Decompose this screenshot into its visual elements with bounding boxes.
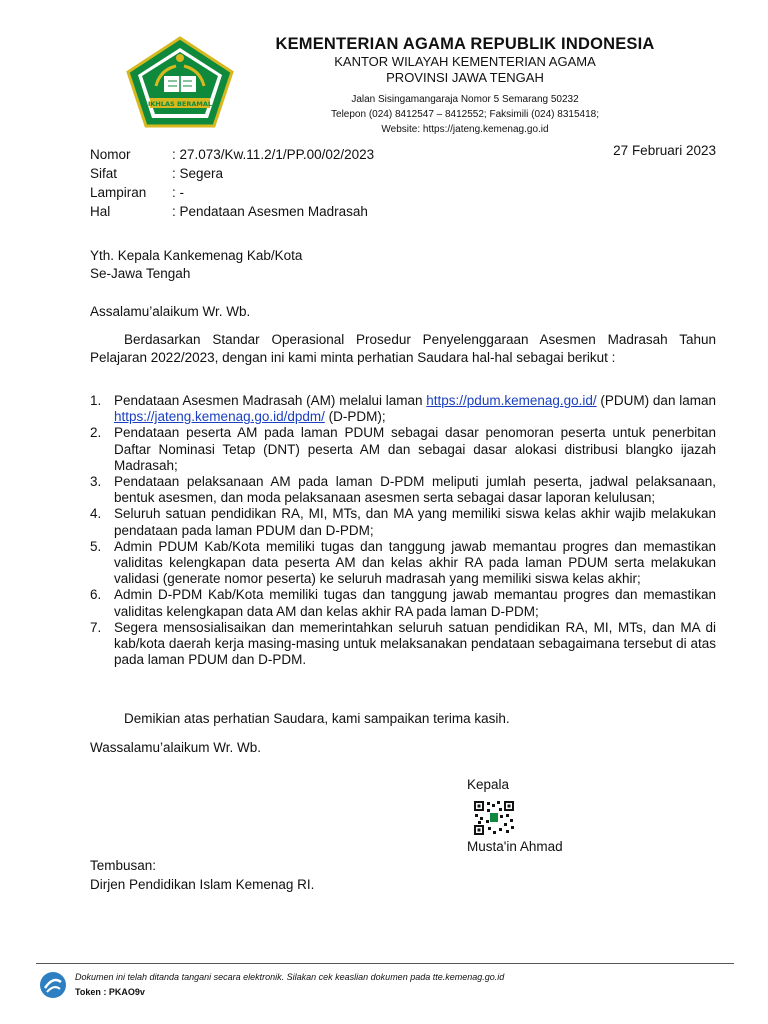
svg-text:IKHLAS BERAMAL: IKHLAS BERAMAL (147, 100, 213, 108)
signer-title: Kepala (467, 777, 510, 792)
list-item: 1. Pendataan Asesmen Madrasah (AM) melalui laman https://pdum.kemenag.go.id/ (PDUM) dan laman https://jateng.kemenag.go.id/dpdm/ (D-PDM); (90, 393, 716, 425)
pdum-link[interactable]: https://pdum.kemenag.go.id/ (426, 393, 597, 408)
tembusan-line: Dirjen Pendidikan Islam Kemenag RI. (90, 877, 315, 892)
footer-note: Dokumen ini telah ditanda tangani secara elektronik. Silakan cek keaslian dokumen pada tte.kemenag.go.id (75, 972, 505, 982)
greeting: Assalamu’alaikum Wr. Wb. (90, 304, 251, 319)
intro-paragraph: Berdasarkan Standar Operasional Prosedur Penyelenggaraan Asesmen Madrasah Tahun Pelajaran 2022/2023, dengan ini kami minta perhatian Saudara hal-hal sebagai berikut : (90, 332, 716, 365)
list-item: 5. Admin PDUM Kab/Kota memiliki tugas dan tanggung jawab memantau progres dan memastikan validitas kelengkapan data peserta AM dan kelas akhir RA pada laman PDUM serta melakukan validasi (generate nomor peserta) ke seluruh madrasah yang memiliki siswa kelas akhir; (90, 538, 716, 587)
dpdm-link[interactable]: https://jateng.kemenag.go.id/dpdm/ (114, 409, 325, 425)
addressee-line2: Se-Jawa Tengah (90, 266, 191, 281)
footer-token: Token : PKAO9v (75, 987, 145, 997)
list-item: 3. Pendataan pelaksanaan AM pada laman D-PDM meliputi jumlah peserta, jadwal pelaksanaan, bentuk asesmen, dan moda pelaksanaan asesmen serta sebagai dasar laporan kelulusan; (90, 474, 716, 506)
office-phone: Telepon (024) 8412547 – 8412552; Faksimili (024) 8315418; (331, 109, 599, 120)
hal-label: Hal (90, 204, 111, 219)
addressee-line1: Yth. Kepala Kankemenag Kab/Kota (90, 248, 303, 263)
sifat-value: : Segera (172, 166, 224, 181)
addressee (90, 247, 302, 283)
letter-date: 27 Februari 2023 (613, 143, 716, 158)
tte-logo-icon (38, 970, 68, 1000)
footer (75, 970, 504, 1000)
letter-meta (90, 145, 374, 221)
list-item: 6. Admin D-PDM Kab/Kota memiliki tugas dan tanggung jawab memantau progres dan memastikan validitas kelengkapan data AM dan kelas akhir RA pada laman D-PDM; (90, 587, 716, 619)
list-item: 7. Segera mensosialisaikan dan memerintahkan seluruh satuan pendidikan RA, MI, MTs, dan MA di kab/kota daerah kerja masing-masing untuk melaksanakan pendataan sebagaimana tersebut di atas pada laman PDUM dan D-PDM. (90, 619, 716, 668)
office-address: Jalan Sisingamangaraja Nomor 5 Semarang 50232 (351, 94, 579, 105)
office-name: KANTOR WILAYAH KEMENTERIAN AGAMA (334, 54, 596, 69)
signer-name: Musta'in Ahmad (467, 839, 563, 854)
letterhead (245, 34, 685, 137)
province-name: PROVINSI JAWA TENGAH (386, 70, 544, 85)
list-item: 4. Seluruh satuan pendidikan RA, MI, MTs, dan MA yang memiliki siswa kelas akhir wajib melakukan pendataan pada laman PDUM dan D-PDM; (90, 506, 716, 538)
sifat-label: Sifat (90, 166, 118, 181)
nomor-label: Nomor (90, 147, 131, 162)
footer-divider (36, 963, 734, 964)
list-item: 2. Pendataan peserta AM pada laman PDUM sebagai dasar penomoran peserta untuk penerbitan Daftar Nominasi Tetap (DNT) peserta AM dan sebagai dasar alokasi distribusi blangko ijazah Madrasah; (90, 425, 716, 473)
instruction-list (90, 393, 716, 668)
lampiran-label: Lampiran (90, 185, 147, 200)
office-website: Website: https://jateng.kemenag.go.id (381, 124, 549, 135)
org-title: KEMENTERIAN AGAMA REPUBLIK INDONESIA (275, 35, 655, 53)
farewell: Wassalamu’alaikum Wr. Wb. (90, 740, 262, 755)
hal-value: : Pendataan Asesmen Madrasah (172, 204, 368, 219)
nomor-value: : 27.073/Kw.11.2/1/PP.00/02/2023 (172, 147, 375, 162)
qr-code-icon (473, 800, 515, 836)
kemenag-logo (124, 36, 236, 128)
closing-sentence: Demikian atas perhatian Saudara, kami sampaikan terima kasih. (124, 711, 510, 726)
tembusan (90, 856, 314, 894)
lampiran-value: : - (172, 185, 184, 200)
tembusan-label: Tembusan: (90, 858, 157, 873)
